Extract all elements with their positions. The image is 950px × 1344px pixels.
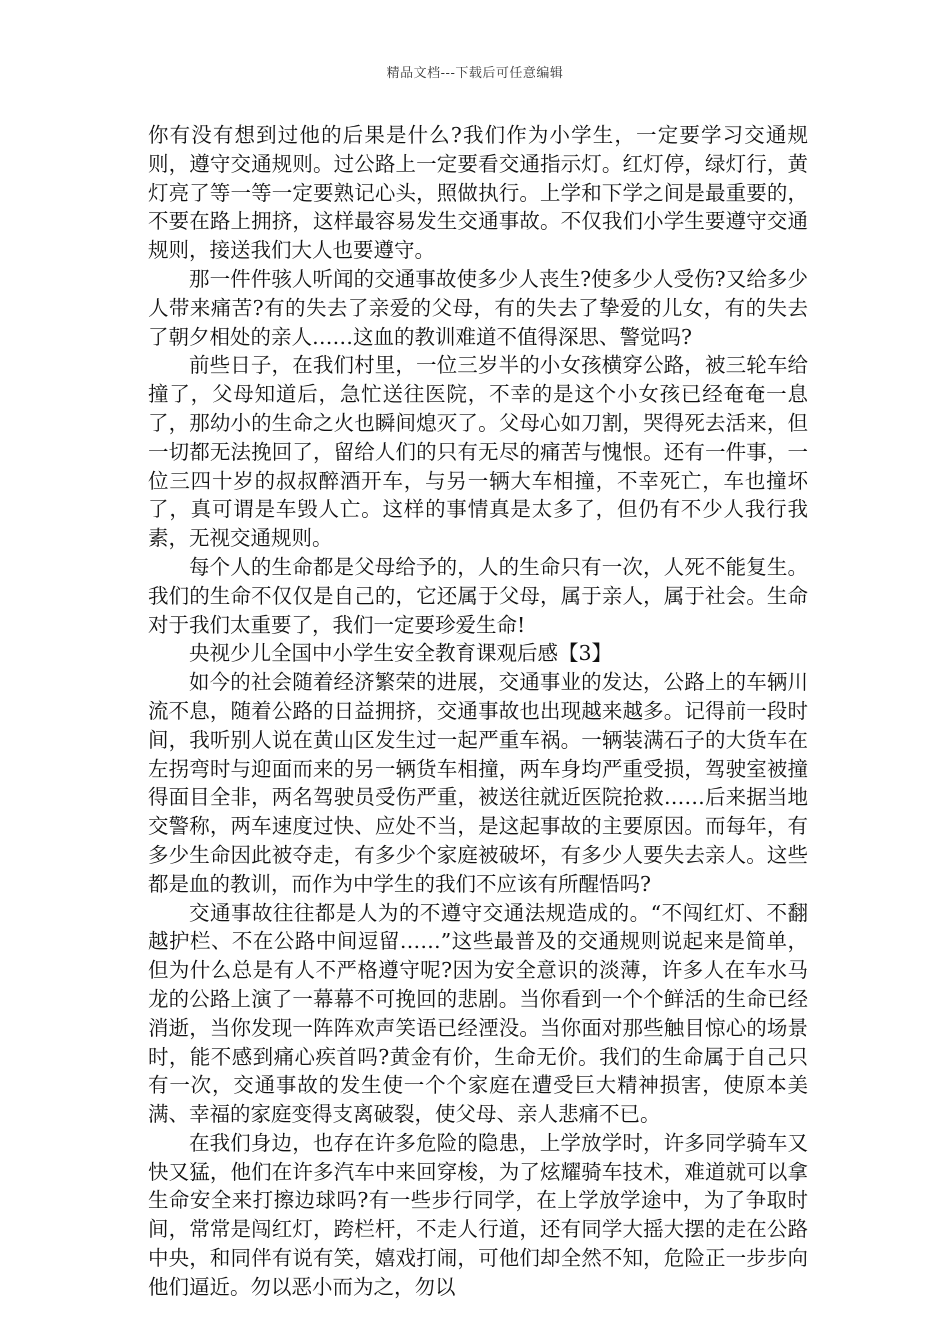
paragraph-4: 每个人的生命都是父母给予的，人的生命只有一次，人死不能复生。我们的生命不仅仅是自己的，它还属于父母，属于亲人，属于社会。生命对于我们太重要了，我们一定要珍爱生命!	[148, 554, 808, 637]
paragraph-5: 如今的社会随着经济繁荣的进展，交通事业的发达，公路上的车辆川流不息，随着公路的日益拥挤，交通事故也出现越来越多。记得前一段时间，我听别人说在黄山区发生过一起严重车祸。一辆装满石子的大货车在左拐弯时与迎面而来的另一辆货车相撞，两车身均严重受损，驾驶室被撞得面目全非，两名驾驶员受伤严重，被送往就近医院抢救……后来据当地交警称，两车速度过快、应处不当，是这起事故的主要原因。而每年，有多少生命因此被夺走，有多少个家庭被破坏，有多少人要失去亲人。这些都是血的教训，而作为中学生的我们不应该有所醒悟吗?	[148, 670, 808, 896]
page-header: 精品文档---下载后可任意编辑	[386, 66, 564, 81]
paragraph-1: 你有没有想到过他的后果是什么?我们作为小学生，一定要学习交通规则，遵守交通规则。过公路上一定要看交通指示灯。红灯停，绿灯行，黄灯亮了等一等一定要熟记心头，照做执行。上学和下学之间是最重要的，不要在路上拥挤，这样最容易发生交通事故。不仅我们小学生要遵守交通规则，接送我们大人也要遵守。	[148, 123, 808, 263]
paragraph-3: 前些日子，在我们村里，一位三岁半的小女孩横穿公路，被三轮车给撞了，父母知道后，急忙送往医院，不幸的是这个小女孩已经奄奄一息了，那幼小的生命之火也瞬间熄灭了。父母心如刀割，哭得死去活来，但一切都无法挽回了，留给人们的只有无尽的痛苦与愧恨。还有一件事，一位三四十岁的叔叔醉酒开车，与另一辆大车相撞，不幸死亡，车也撞坏了，真可谓是车毁人亡。这样的事情真是太多了，但仍有不少人我行我素，无视交通规则。	[148, 353, 808, 551]
paragraph-2: 那一件件骇人听闻的交通事故使多少人丧生?使多少人受伤?又给多少人带来痛苦?有的失去了亲爱的父母，有的失去了挚爱的儿女，有的失去了朝夕相处的亲人……这血的教训难道不值得深思、警觉吗?	[148, 266, 808, 349]
document-body	[148, 121, 808, 1302]
paragraph-7: 在我们身边，也存在许多危险的隐患，上学放学时，许多同学骑车又快又猛，他们在许多汽车中来回穿梭，为了炫耀骑车技术，难道就可以拿生命安全来打擦边球吗?有一些步行同学，在上学放学途中，为了争取时间，常常是闯红灯，跨栏杆，不走人行道，还有同学大摇大摆的走在公路中央，和同伴有说有笑，嬉戏打闹，可他们却全然不知，危险正一步步向他们逼近。勿以恶小而为之，勿以	[148, 1130, 808, 1299]
paragraph-6: 交通事故往往都是人为的不遵守交通法规造成的。“不闯红灯、不翻越护栏、不在公路中间逗留……”这些最普及的交通规则说起来是简单，但为什么总是有人不严格遵守呢?因为安全意识的淡薄，许多人在车水马龙的公路上演了一幕幕不可挽回的悲剧。当你看到一个个鲜活的生命已经消逝，当你发现一阵阵欢声笑语已经湮没。当你面对那些触目惊心的场景时，能不感到痛心疾首吗?黄金有价，生命无价。我们的生命属于自己只有一次，交通事故的发生使一个个家庭在遭受巨大精神损害，使原本美满、幸福的家庭变得支离破裂，使父母、亲人悲痛不已。	[148, 900, 808, 1127]
section-heading: 央视少儿全国中小学生安全教育课观后感【3】	[189, 641, 613, 666]
